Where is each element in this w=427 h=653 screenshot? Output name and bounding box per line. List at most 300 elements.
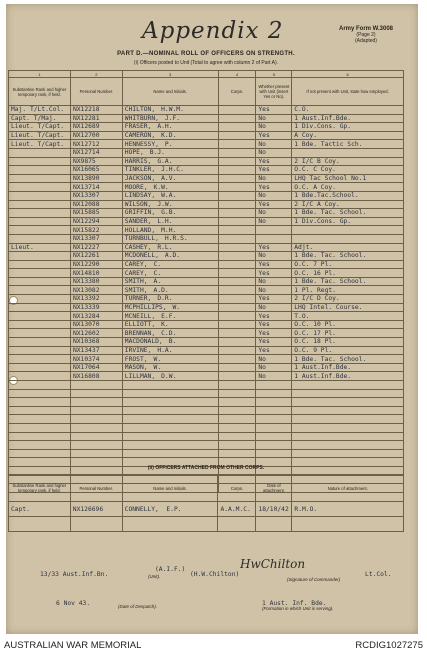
attached-corps: A.A.M.C. [218, 502, 256, 517]
officer-present: No [256, 277, 292, 286]
officer-present: Yes [256, 329, 292, 338]
officer-surname: TINKLER, [124, 166, 156, 174]
officer-rank [9, 183, 71, 192]
officer-name [122, 432, 218, 441]
officer-rank [9, 217, 71, 226]
army-form-number [321, 26, 411, 44]
header-date-attachment: Date of attachment. [256, 475, 292, 502]
officer-number: NX12281 [70, 114, 122, 123]
footer-commander-rank: Lt.Col. [365, 571, 392, 578]
officer-surname: WHITBURN, [124, 114, 159, 122]
officer-present: No [256, 286, 292, 295]
officer-corps [218, 166, 256, 175]
officer-present: No [256, 123, 292, 132]
officer-surname: MCPHILLIPS, [124, 303, 167, 311]
officer-employment [292, 415, 404, 424]
officer-corps [218, 363, 256, 372]
commander-signature: HwChilton [240, 557, 306, 571]
officer-row [9, 295, 404, 304]
officer-initials: W. [153, 355, 162, 363]
officer-rank [9, 200, 71, 209]
officer-initials: G.A. [157, 157, 173, 165]
officer-employment: 1 Bde. Tac. School. [292, 355, 404, 364]
officer-initials: J.H.C. [161, 166, 184, 174]
officer-employment [292, 389, 404, 398]
officer-present [256, 234, 292, 243]
officer-corps [218, 269, 256, 278]
officer-row [9, 277, 404, 286]
officer-present: Yes [256, 320, 292, 329]
attached-number: NX126696 [70, 502, 122, 517]
officer-number: NX13437 [70, 346, 122, 355]
officer-rank [9, 209, 71, 218]
officer-employment: 1 Bde. Tactic Sch. [292, 140, 404, 149]
officer-rank: Lieut. T/Capt. [9, 131, 71, 140]
officer-row [9, 320, 404, 329]
officer-name [122, 157, 218, 166]
officer-corps [218, 114, 256, 123]
officer-row [9, 415, 404, 424]
attached-header-row [9, 475, 404, 502]
officer-number: NX15885 [70, 209, 122, 218]
officer-corps [218, 123, 256, 132]
officer-initials: K.D. [161, 132, 177, 140]
officer-name [122, 234, 218, 243]
officer-corps [218, 329, 256, 338]
officer-surname: GRIFFIN, [124, 209, 156, 217]
officer-employment: A Coy. [292, 131, 404, 140]
officer-rank: Maj. T/Lt.Col. [9, 106, 71, 115]
officer-initials: J.W. [157, 200, 173, 208]
officer-rank [9, 363, 71, 372]
officer-row [9, 338, 404, 347]
column-number-row [9, 71, 404, 78]
officer-corps [218, 346, 256, 355]
officer-present: Yes [256, 243, 292, 252]
officer-number [70, 432, 122, 441]
officer-name [122, 338, 218, 347]
attached-row [9, 502, 404, 517]
officer-employment: O.C. 18 Pl. [292, 338, 404, 347]
officer-surname: CAMERON, [124, 132, 156, 140]
officer-rank [9, 260, 71, 269]
officer-name [122, 286, 218, 295]
officer-rank [9, 381, 71, 390]
officer-row [9, 260, 404, 269]
header-present: Whether present with Unit (insert Yes or No). [256, 78, 292, 106]
part-d-title: PART D.—NOMINAL ROLL OF OFFICERS ON STRENGTH. [117, 51, 295, 57]
officer-corps [218, 286, 256, 295]
officer-corps [218, 398, 256, 407]
footer-unit-caption: (Unit). [148, 574, 161, 579]
officer-name [122, 260, 218, 269]
officer-employment [292, 226, 404, 235]
officer-number: NX10374 [70, 355, 122, 364]
officer-employment: 2 I/C D Coy. [292, 295, 404, 304]
officer-corps [218, 106, 256, 115]
officer-present [256, 432, 292, 441]
officer-name [122, 320, 218, 329]
officer-row [9, 312, 404, 321]
officer-surname: MACDONALD, [124, 338, 163, 346]
nominal-roll-table [8, 70, 404, 493]
footer-unit: 13/33 Aust.Inf.Bn. [40, 571, 109, 578]
officer-surname: SMITH, [124, 278, 148, 286]
officer-rank [9, 372, 71, 381]
part-d-subtitle: (i) Officers posted to Unit (Total to agree with column 2 of Part A). [133, 60, 279, 66]
officer-name [122, 355, 218, 364]
officer-rows [9, 106, 404, 493]
officer-present: Yes [256, 260, 292, 269]
officer-surname: MOORE, [124, 183, 148, 191]
officer-corps [218, 415, 256, 424]
officer-employment: 1 Aust.Inf.Bde. [292, 114, 404, 123]
footer-despatch-caption: (Date of Despatch). [118, 604, 158, 609]
officer-corps [218, 320, 256, 329]
officer-rank: Lieut. T/Capt. [9, 123, 71, 132]
officer-surname: SMITH, [124, 286, 148, 294]
officer-name [122, 140, 218, 149]
officer-row [9, 389, 404, 398]
officer-employment: 1 Aust.Inf.Bde. [292, 372, 404, 381]
officer-corps [218, 243, 256, 252]
officer-name [122, 191, 218, 200]
officer-row [9, 183, 404, 192]
officer-rank [9, 338, 71, 347]
officer-row [9, 200, 404, 209]
officer-row [9, 346, 404, 355]
officer-surname: SANDER, [124, 218, 152, 226]
officer-initials: W. [153, 364, 162, 372]
officer-number: NX12218 [70, 106, 122, 115]
officer-row [9, 209, 404, 218]
officer-initials: W. [172, 303, 181, 311]
officer-corps [218, 148, 256, 157]
officer-surname: MASON, [124, 364, 148, 372]
officer-employment: T.O. [292, 312, 404, 321]
officer-row [9, 252, 404, 261]
officer-number: NX13339 [70, 303, 122, 312]
officer-row [9, 174, 404, 183]
officer-name [122, 449, 218, 458]
officer-corps [218, 389, 256, 398]
attached-rank: Capt. [9, 502, 71, 517]
officer-initials: D.W. [161, 372, 177, 380]
header-name: Name and Initials. [122, 78, 218, 106]
officer-row [9, 449, 404, 458]
officer-name [122, 415, 218, 424]
officer-name [122, 381, 218, 390]
officer-number: NX14810 [70, 269, 122, 278]
officer-corps [218, 191, 256, 200]
officer-present: Yes [256, 269, 292, 278]
officer-initials: B.J. [149, 149, 165, 157]
officer-employment: 1 Aust.Inf.Bde. [292, 363, 404, 372]
officer-corps [218, 441, 256, 450]
officer-present: No [256, 114, 292, 123]
officer-employment: O.C. 16 Pl. [292, 269, 404, 278]
officer-initials: H.W.M. [161, 106, 184, 114]
officer-number: NX10368 [70, 338, 122, 347]
officer-rank [9, 295, 71, 304]
officer-surname: WILSON, [124, 200, 152, 208]
officer-surname: CAREY, [124, 269, 148, 277]
officer-rank [9, 286, 71, 295]
officer-row [9, 157, 404, 166]
officer-row [9, 432, 404, 441]
officer-employment: 1 Bde.Tac.School. [292, 191, 404, 200]
officer-number: NX13070 [70, 320, 122, 329]
officer-initials: W.A. [161, 192, 177, 200]
officer-name [122, 441, 218, 450]
officer-corps [218, 200, 256, 209]
officer-row [9, 381, 404, 390]
officer-rank [9, 423, 71, 432]
officer-row [9, 191, 404, 200]
officer-initials: D.R. [157, 295, 173, 303]
officer-present: No [256, 191, 292, 200]
officer-present [256, 389, 292, 398]
officer-corps [218, 234, 256, 243]
officer-initials: A.D. [153, 286, 169, 294]
officer-name [122, 423, 218, 432]
archive-source: AUSTRALIAN WAR MEMORIAL [4, 640, 142, 651]
officer-row [9, 148, 404, 157]
officer-rank: Capt. T/Maj. [9, 114, 71, 123]
header-personal-number: Personal Number. [70, 78, 122, 106]
officer-name [122, 200, 218, 209]
officer-rank [9, 312, 71, 321]
officer-number [70, 449, 122, 458]
officer-present: No [256, 217, 292, 226]
officer-row [9, 372, 404, 381]
officer-employment: 2 I/C B Coy. [292, 157, 404, 166]
officer-employment: 1 Div.Cons. Gp. [292, 123, 404, 132]
officer-number [70, 398, 122, 407]
officer-number: NX16808 [70, 372, 122, 381]
officer-number: NX13307 [70, 191, 122, 200]
officer-surname: IRVINE, [124, 346, 152, 354]
officer-row [9, 286, 404, 295]
officer-corps [218, 226, 256, 235]
officer-corps [218, 423, 256, 432]
officer-corps [218, 312, 256, 321]
officer-corps [218, 295, 256, 304]
officer-number: NX12088 [70, 200, 122, 209]
officer-present: No [256, 209, 292, 218]
attached-officers-title: (ii) OFFICERS ATTACHED FROM OTHER CORPS. [147, 465, 265, 471]
officer-employment: LHQ Intel. Course. [292, 303, 404, 312]
officer-corps [218, 140, 256, 149]
officer-corps [218, 277, 256, 286]
officer-present: No [256, 174, 292, 183]
form-name: Army Form W.3008 [338, 26, 394, 32]
officer-employment: O.C. 10 Pl. [292, 320, 404, 329]
officer-employment [292, 406, 404, 415]
footer-despatch-date: 6 Nov 43. [56, 600, 91, 607]
officer-present: No [256, 252, 292, 261]
officer-surname: HOPE, [124, 149, 144, 157]
officer-number: NX12294 [70, 217, 122, 226]
officer-rank [9, 157, 71, 166]
officer-name [122, 114, 218, 123]
officer-surname: ELLIOTT, [124, 321, 156, 329]
officer-initials: M.H. [161, 226, 177, 234]
officer-name [122, 406, 218, 415]
attached-officers-table [8, 474, 404, 532]
officer-corps [218, 217, 256, 226]
officer-number: NX12227 [70, 243, 122, 252]
officer-corps [218, 131, 256, 140]
officer-initials: A.D. [164, 252, 181, 260]
officer-present: Yes [256, 295, 292, 304]
header-rank: Substantive Rank and higher temporary rank, if held. [9, 78, 71, 106]
officer-surname: TURNBULL, [124, 235, 159, 243]
officer-surname: FRASER, [124, 123, 152, 131]
officer-initials: C.D. [161, 329, 177, 337]
officer-name [122, 398, 218, 407]
officer-corps [218, 338, 256, 347]
officer-initials: A.V. [161, 175, 177, 183]
officer-corps [218, 355, 256, 364]
officer-number [70, 381, 122, 390]
blank-row [9, 517, 404, 532]
officer-employment: 2 I/C A Coy. [292, 200, 404, 209]
officer-employment: O.C. 9 Pl. [292, 346, 404, 355]
header-nature-attachment: Nature of attachment. [292, 475, 404, 502]
officer-corps [218, 252, 256, 261]
column-header-row [9, 78, 404, 106]
officer-employment: O.C. A Coy. [292, 183, 404, 192]
footer-formation: 1 Aust. Inf. Bde. [262, 600, 327, 607]
officer-row [9, 329, 404, 338]
archive-id: RCDIG1027275 [355, 640, 423, 651]
officer-present: Yes [256, 183, 292, 192]
officer-rank: Lieut. [9, 243, 71, 252]
officer-name [122, 389, 218, 398]
footer-formation-caption: (Formation in which Unit is serving). [262, 606, 334, 611]
officer-name [122, 295, 218, 304]
header-name: Name and Initials. [122, 475, 218, 502]
officer-surname: FROST, [124, 355, 148, 363]
officer-surname: HARRIS, [124, 157, 152, 165]
officer-number: NX13890 [70, 174, 122, 183]
officer-name [122, 303, 218, 312]
officer-name [122, 131, 218, 140]
officer-corps [218, 406, 256, 415]
officer-present: Yes [256, 157, 292, 166]
officer-employment [292, 398, 404, 407]
officer-employment: O.C. 17 Pl. [292, 329, 404, 338]
officer-initials: C. [153, 269, 162, 277]
officer-initials: H.R.S. [164, 235, 188, 243]
officer-surname: LINDSAY, [124, 192, 156, 200]
officer-rank [9, 415, 71, 424]
officer-name [122, 269, 218, 278]
footer-signature-caption: (Signature of Commander) [287, 577, 341, 582]
officer-rank [9, 191, 71, 200]
officer-present [256, 415, 292, 424]
officer-surname: HOLLAND, [124, 226, 156, 234]
officer-rank [9, 449, 71, 458]
officer-rank [9, 346, 71, 355]
officer-surname: BRENNAN, [124, 329, 156, 337]
officer-employment: 1 Div.Cons. Gp. [292, 217, 404, 226]
officer-row [9, 106, 404, 115]
officer-corps [218, 174, 256, 183]
officer-rank [9, 398, 71, 407]
header-rank: Substantive Rank and higher temporary rank, if held. [9, 475, 71, 502]
officer-name [122, 277, 218, 286]
officer-employment [292, 432, 404, 441]
officer-row [9, 303, 404, 312]
officer-present [256, 381, 292, 390]
officer-employment: 1 Bde. Tac. School. [292, 252, 404, 261]
attached-name: CONNELLY, E.P. [122, 502, 218, 517]
officer-corps [218, 381, 256, 390]
header-corps: Corps. [218, 475, 256, 502]
officer-number [70, 406, 122, 415]
officer-number [70, 389, 122, 398]
officer-employment [292, 449, 404, 458]
officer-corps [218, 449, 256, 458]
officer-surname: CHILTON, [124, 106, 156, 114]
officer-rank: Lieut. T/Capt. [9, 140, 71, 149]
officer-number: NX12290 [70, 260, 122, 269]
officer-rank [9, 406, 71, 415]
officer-name [122, 123, 218, 132]
officer-name [122, 106, 218, 115]
officer-name [122, 217, 218, 226]
officer-employment: Adjt. [292, 243, 404, 252]
column-number: 3 [122, 71, 218, 78]
header-corps: Corps. [218, 78, 256, 106]
officer-present: No [256, 140, 292, 149]
officer-surname: HENNESSY, [124, 140, 159, 148]
footer-aif: (A.I.F.) [155, 566, 186, 573]
officer-name [122, 148, 218, 157]
officer-employment: LHQ Tac School No.1 [292, 174, 404, 183]
officer-present: Yes [256, 338, 292, 347]
officer-row [9, 217, 404, 226]
officer-initials: A.H. [157, 123, 173, 131]
officer-row [9, 123, 404, 132]
officer-corps [218, 157, 256, 166]
officer-present: Yes [256, 200, 292, 209]
officer-present: No [256, 363, 292, 372]
officer-present: Yes [256, 346, 292, 355]
officer-rank [9, 148, 71, 157]
attached-date: 18/10/42 [256, 502, 292, 517]
officer-name [122, 252, 218, 261]
officer-row [9, 114, 404, 123]
officer-corps [218, 183, 256, 192]
officer-rank [9, 303, 71, 312]
officer-name [122, 372, 218, 381]
officer-row [9, 441, 404, 450]
form-page: (Page 2) [356, 32, 376, 38]
officer-present [256, 226, 292, 235]
officer-employment: 1 Bde. Tac. School. [292, 209, 404, 218]
officer-initials: K. [161, 321, 169, 329]
officer-number [70, 423, 122, 432]
officer-corps [218, 303, 256, 312]
officer-number: NX13082 [70, 286, 122, 295]
officer-present: No [256, 148, 292, 157]
officer-employment: O.C. C Coy. [292, 166, 404, 175]
officer-surname: TURNER, [124, 295, 152, 303]
officer-employment: 1 Pl. Regt. [292, 286, 404, 295]
